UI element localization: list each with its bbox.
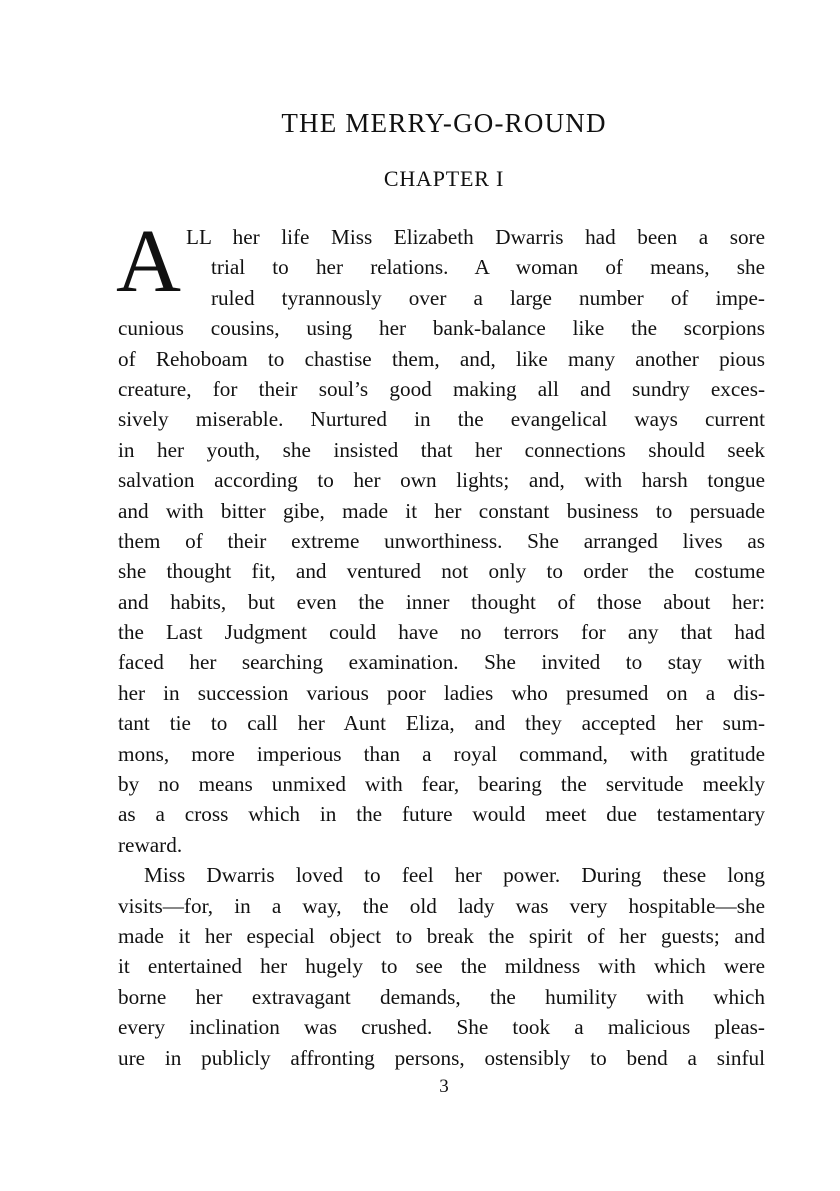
text-line: mons, more imperious than a royal command, with gratitude	[118, 741, 765, 766]
text-line: by no means unmixed with fear, bearing the servitude meekly	[118, 772, 765, 797]
text-line: her in succession various poor ladies who presumed on a dis-	[118, 680, 765, 705]
text-line: visits—for, in a way, the old lady was very hospitable—she	[118, 893, 765, 918]
text-line: she thought fit, and ventured not only to order the costume	[118, 559, 765, 584]
text-line: and habits, but even the inner thought of those about her:	[118, 589, 765, 614]
text-line: cunious cousins, using her bank-balance like the scorpions	[118, 316, 765, 341]
text-line: reward.	[118, 832, 183, 857]
text-line: tant tie to call her Aunt Eliza, and they accepted her sum-	[118, 711, 765, 736]
text-line: and with bitter gibe, made it her constant business to persuade	[118, 498, 765, 523]
text-line: as a cross which in the future would meet due testamentary	[118, 802, 765, 827]
text-line: every inclination was crushed. She took a malicious pleas-	[118, 1015, 765, 1040]
text-line: trial to her relations. A woman of means, she	[211, 255, 765, 280]
text-line: of Rehoboam to chastise them, and, like many another pious	[118, 346, 765, 371]
text-line: Miss Dwarris loved to feel her power. During these long	[144, 863, 765, 888]
chapter-heading: CHAPTER I	[383, 166, 505, 191]
page-number: 3	[439, 1076, 449, 1097]
text-line: ruled tyrannously over a large number of impe-	[211, 285, 765, 310]
text-line: the Last Judgment could have no terrors for any that had	[118, 620, 765, 645]
text-line: ure in publicly affronting persons, ostensibly to bend a sinful	[118, 1045, 765, 1070]
text-line: sively miserable. Nurtured in the evangelical ways current	[118, 407, 765, 432]
body-text	[116, 212, 765, 1073]
text-line: faced her searching examination. She invited to stay with	[118, 650, 765, 675]
text-line: made it her especial object to break the spirit of her guests; and	[118, 923, 765, 948]
text-line: them of their extreme unworthiness. She arranged lives as	[118, 528, 765, 553]
text-line: it entertained her hugely to see the mildness with which were	[118, 954, 765, 979]
drop-cap: A	[116, 212, 181, 311]
text-line: creature, for their soul’s good making all and sundry exces-	[118, 376, 765, 401]
text-line: borne her extravagant demands, the humility with which	[118, 984, 765, 1009]
text-line: in her youth, she insisted that her connections should seek	[118, 437, 765, 462]
book-title: THE MERRY-GO-ROUND	[281, 108, 607, 138]
text-line: salvation according to her own lights; and, with harsh tongue	[118, 468, 765, 493]
text-line: LL her life Miss Elizabeth Dwarris had been a sore	[186, 225, 765, 249]
